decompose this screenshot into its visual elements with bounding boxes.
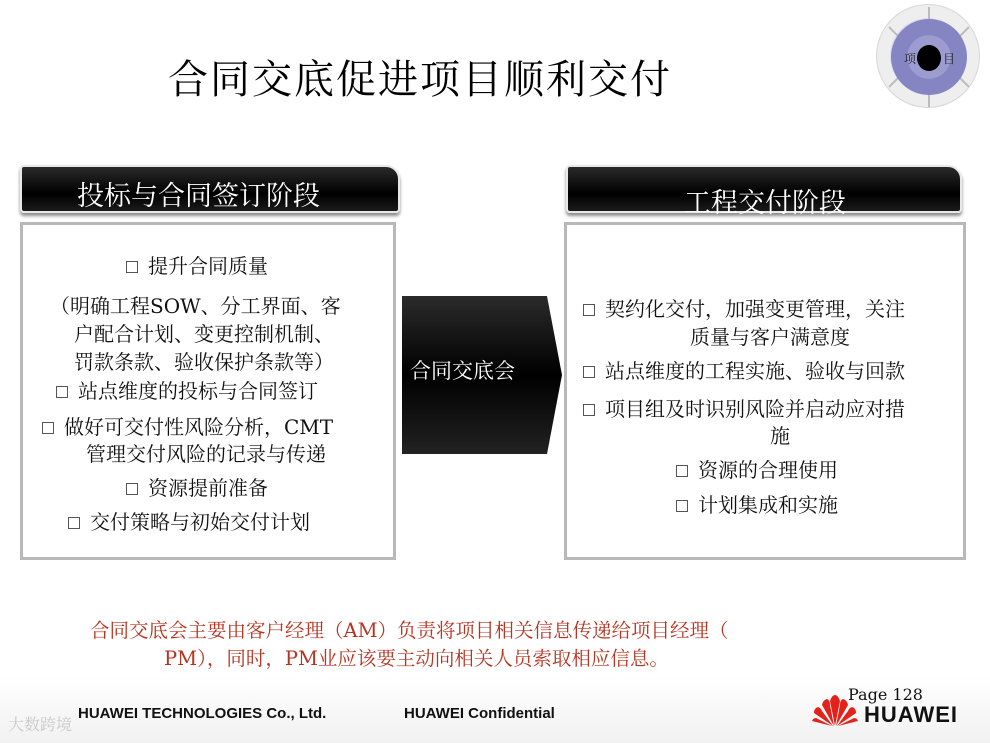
page-number: Page 128 [848,685,923,704]
list-item: 项目组及时识别风险并启动应对措 [583,393,905,422]
footer-confidential: HUAWEI Confidential [404,705,555,722]
list-item: 契约化交付，加强变更管理，关注 [583,293,905,322]
note-line-1: 合同交底会主要由客户经理（AM）负责将项目相关信息传递给项目经理（ [90,619,729,642]
checkbox-icon [68,517,80,529]
huawei-logo-icon [812,693,858,727]
list-item-detail: 质量与客户满意度 [690,325,850,349]
list-item-detail: （明确工程SOW、分工界面、客 [50,294,341,318]
checkbox-icon [42,422,54,434]
badge-label-left: 项 [904,52,917,66]
footer-company: HUAWEI TECHNOLOGIES Co., Ltd. [78,705,327,722]
list-item-detail: 管理交付风险的记录与传递 [86,442,326,466]
checkbox-icon [126,483,138,495]
list-item: 提升合同质量 [126,250,268,279]
checkbox-icon [583,366,595,378]
bidding-stage-header [20,165,400,213]
watermark: 大数跨境 [8,715,73,734]
slide-title: 合同交底促进项目顺利交付 [168,57,672,103]
checkbox-icon [676,500,688,512]
checkbox-icon [56,386,68,398]
checkbox-icon [126,261,138,273]
list-item: 资源的合理使用 [676,454,838,483]
list-item: 资源提前准备 [126,472,268,501]
project-badge [876,4,980,108]
list-item: 做好可交付性风险分析，CMT [42,411,333,440]
list-item: 计划集成和实施 [676,489,838,518]
checkbox-icon [583,304,595,316]
list-item-detail: 罚款条款、验收保护条款等） [74,350,334,374]
note-line-2: PM），同时，PM业应该要主动向相关人员索取相应信息。 [164,647,669,670]
list-item: 站点维度的工程实施、验收与回款 [583,355,905,384]
list-item-detail: 户配合计划、变更控制机制、 [74,322,334,346]
delivery-stage-title: 工程交付阶段 [684,188,846,219]
list-item-detail: 施 [770,424,790,448]
list-item: 交付策略与初始交付计划 [68,506,310,535]
handover-meeting-label: 合同交底会 [410,359,515,383]
checkbox-icon [583,404,595,416]
delivery-stage-header [566,165,962,219]
checkbox-icon [676,465,688,477]
bidding-stage-title: 投标与合同签订阶段 [77,181,320,212]
list-item: 站点维度的投标与合同签订 [56,375,318,404]
badge-label-right: 目 [943,52,956,66]
huawei-brand: HUAWEI [864,702,958,727]
